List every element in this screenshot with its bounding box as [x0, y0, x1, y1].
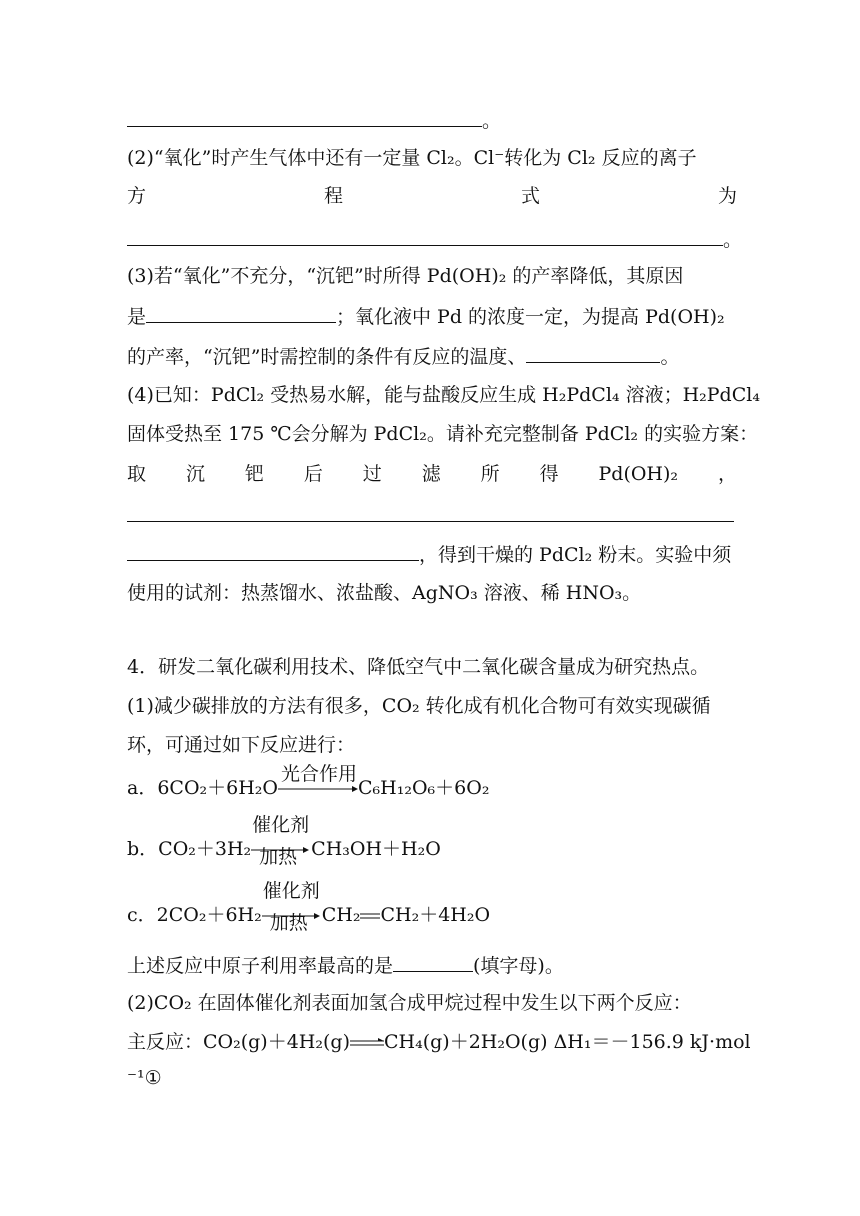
q3-part3-line3 [127, 343, 737, 369]
answer-blank[interactable] [526, 343, 660, 363]
text: 是 [127, 306, 147, 328]
spread-char: 所 [480, 463, 500, 485]
spread-char: Pd(OH)₂ [598, 463, 679, 485]
q3-part4-line1: (4)已知：PdCl₂ 受热易水解，能与盐酸反应生成 H₂PdCl₄ 溶液；H₂PdCl₄ [127, 384, 760, 406]
reaction-c [127, 880, 737, 934]
answer-blank[interactable] [127, 107, 482, 127]
main-reaction-tail: ⁻¹① [127, 1067, 162, 1089]
reaction-b-arrow [251, 814, 311, 868]
q3-part3-line1: (3)若“氧化”不充分，“沉钯”时所得 Pd(OH)₂ 的产率降低，其原因 [127, 265, 684, 287]
reaction-b-catalyst: 催化剂 [252, 814, 310, 836]
q3-part2-line1: (2)“氧化”时产生气体中还有一定量 Cl₂。Cl⁻转化为 Cl₂ 反应的离子 [127, 147, 697, 169]
main-reaction [127, 1030, 751, 1054]
reaction-c-right: CH₂ [321, 904, 361, 926]
text: 的产率，“沉钯”时需控制的条件有反应的温度、 [127, 346, 527, 368]
reaction-c-left: c．2CO₂＋6H₂ [127, 904, 262, 926]
reaction-b-right: CH₃OH＋H₂O [311, 838, 441, 860]
q3-part3-line2 [127, 303, 737, 329]
reaction-a-arrow [278, 763, 358, 800]
spread-char: 得 [539, 463, 559, 485]
reaction-c-catalyst: 催化剂 [262, 880, 320, 902]
answer-blank[interactable] [127, 226, 723, 246]
q3-part4-line2: 固体受热至 175 ℃会分解为 PdCl₂。请补充完整制备 PdCl₂ 的实验方案： [127, 423, 759, 445]
main-reaction-left: 主反应：CO₂(g)＋4H₂(g) [127, 1031, 350, 1053]
q4-stem: 4．研发二氧化碳利用技术、降低空气中二氧化碳含量成为研究热点。 [127, 656, 710, 678]
q4-part1-line2: 环，可通过如下反应进行： [127, 734, 356, 756]
q3-part2-spread [127, 184, 737, 208]
q3-part4-line5 [127, 541, 737, 567]
main-reaction-right: CH₄(g)＋2H₂O(g) ΔH₁＝－156.9 kJ·mol [383, 1031, 751, 1053]
reaction-a-right: C₆H₁₂O₆＋6O₂ [358, 777, 490, 799]
text: (填字母)。 [473, 955, 564, 977]
spread-char: 为 [717, 185, 737, 207]
q4-part1-question [127, 952, 737, 978]
q4-part1-line1: (1)减少碳排放的方法有很多，CO₂ 转化成有机化合物可有效实现碳循 [127, 695, 711, 717]
q4-part2-line1: (2)CO₂ 在固体催化剂表面加氢合成甲烷过程中发生以下两个反应： [127, 992, 692, 1014]
spread-char: 后 [303, 463, 323, 485]
spread-char: ， [717, 463, 737, 485]
text: ；氧化液中 Pd 的浓度一定，为提高 Pd(OH)₂ [336, 306, 725, 328]
q3-part2-answer-line [127, 226, 743, 252]
reaction-a [127, 763, 737, 800]
text: 。 [660, 346, 680, 368]
reaction-c-arrow [262, 880, 322, 934]
reaction-a-condition: 光合作用 [281, 763, 358, 785]
q3-part4-line6: 使用的试剂：热蒸馏水、浓盐酸、AgNO₃ 溶液、稀 HNO₃。 [127, 582, 642, 604]
spread-char: 钯 [244, 463, 264, 485]
answer-blank[interactable] [393, 952, 473, 972]
q3-part4-answer-line [127, 502, 737, 528]
answer-blank[interactable] [127, 502, 734, 522]
spread-char: 过 [362, 463, 382, 485]
answer-blank[interactable] [146, 303, 336, 323]
q3-part4-spread [127, 462, 737, 486]
text: 上述反应中原子利用率最高的是 [127, 955, 394, 977]
spread-char: 式 [520, 185, 540, 207]
end-period: 。 [723, 229, 743, 251]
spread-char: 方 [127, 185, 147, 207]
reaction-c-right-rest: CH₂＋4H₂O [380, 904, 491, 926]
double-bond-icon [360, 911, 380, 921]
equilibrium-arrow-icon [350, 1038, 384, 1048]
text: ，得到干燥的 PdCl₂ 粉末。实验中须 [419, 544, 732, 566]
spread-char: 程 [323, 185, 343, 207]
reaction-c-heat: 加热 [269, 912, 308, 934]
answer-blank[interactable] [127, 541, 419, 561]
spread-char: 滤 [421, 463, 441, 485]
reaction-b-heat: 加热 [259, 846, 298, 868]
reaction-b-left: b．CO₂＋3H₂ [127, 838, 252, 860]
reaction-b [127, 814, 737, 868]
answer-line-1 [127, 107, 737, 133]
spread-char: 取 [127, 463, 147, 485]
reaction-a-left: a．6CO₂＋6H₂O [127, 777, 278, 799]
end-period: 。 [482, 110, 502, 132]
spread-char: 沉 [185, 463, 205, 485]
